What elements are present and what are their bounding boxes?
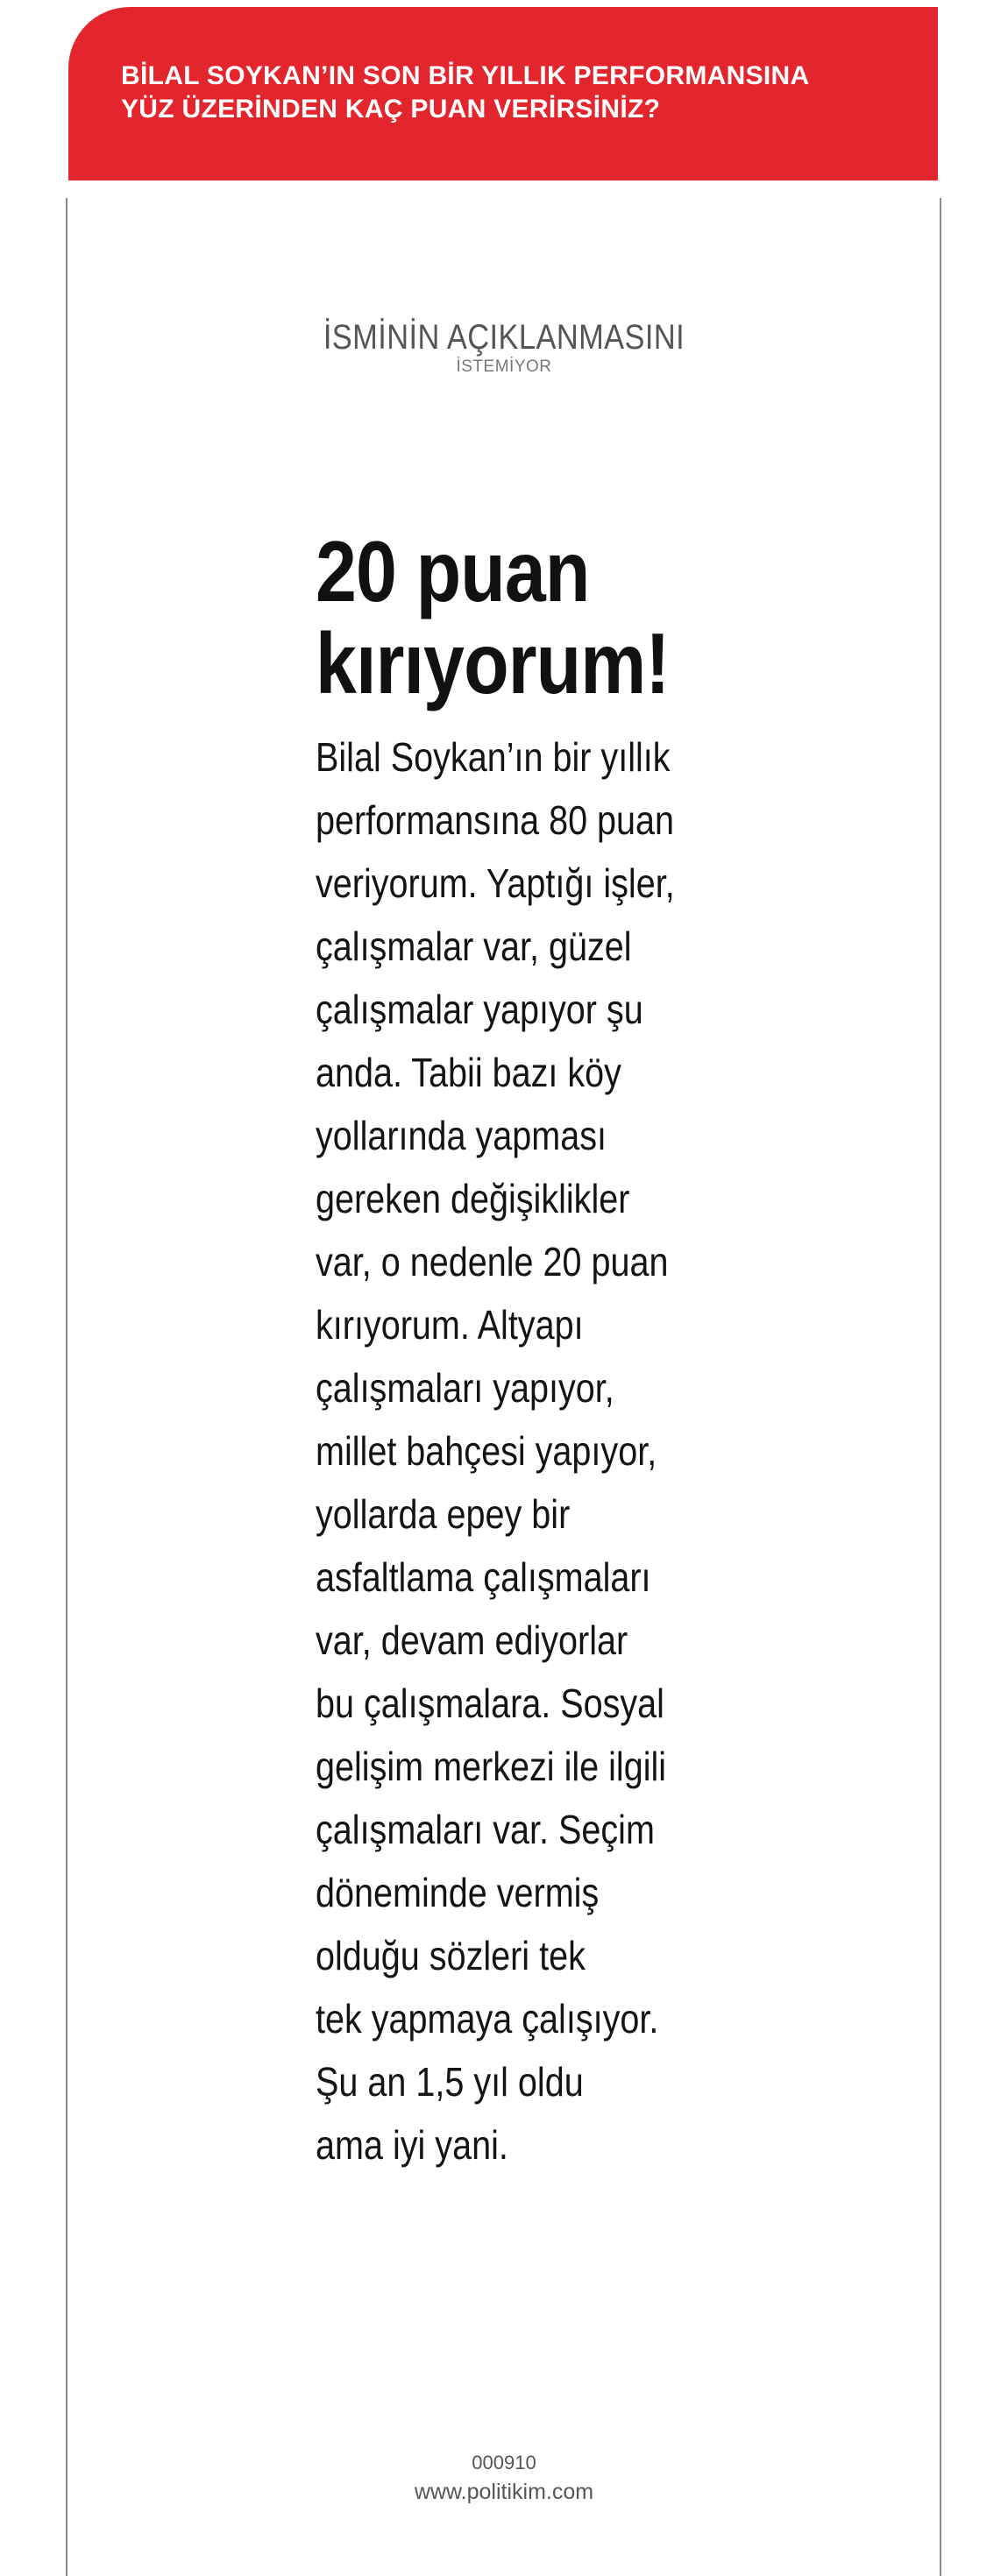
- body-line: çalışmaları var. Seçim: [316, 1807, 655, 1852]
- body-line: çalışmalar yapıyor şu: [316, 987, 643, 1032]
- footer-code: 000910: [472, 2452, 536, 2473]
- respondent-block: [0, 317, 1008, 377]
- body-line: asfaltlama çalışmaları: [316, 1554, 651, 1600]
- headline-line-1: 20 puan: [316, 523, 590, 619]
- headline-line-2: kırıyorum!: [316, 615, 670, 711]
- footer-url: www.politikim.com: [414, 2480, 594, 2504]
- question-banner: [68, 7, 938, 180]
- body-line: veriyorum. Yaptığı işler,: [316, 860, 675, 906]
- body-line: kırıyorum. Altyapı: [316, 1302, 584, 1348]
- body-line: çalışmaları yapıyor,: [316, 1365, 614, 1411]
- body-line: anda. Tabii bazı köy: [316, 1050, 621, 1095]
- body-line: millet bahçesi yapıyor,: [316, 1428, 657, 1474]
- body-line: gelişim merkezi ile ilgili: [316, 1744, 667, 1789]
- answer-block: [316, 523, 771, 2176]
- question-line-1: BİLAL SOYKAN’IN SON BİR YILLIK PERFORMANSINA: [121, 61, 810, 90]
- left-divider: [66, 198, 67, 2576]
- body-line: Bilal Soykan’ın bir yıllık: [316, 734, 671, 780]
- body-line: tek yapmaya çalışıyor.: [316, 1996, 659, 2042]
- body-line: performansına 80 puan: [316, 797, 675, 843]
- body-line: bu çalışmalara. Sosyal: [316, 1681, 664, 1726]
- body-line: yollarında yapması: [316, 1113, 607, 1158]
- body-line: olduğu sözleri tek: [316, 1933, 586, 1978]
- body-line: var, o nedenle 20 puan: [316, 1239, 669, 1284]
- question-line-2: YÜZ ÜZERİNDEN KAÇ PUAN VERİRSİNİZ?: [121, 95, 661, 124]
- respondent-name: İSMİNİN AÇIKLANMASINI: [323, 318, 685, 357]
- body-line: Şu an 1,5 yıl oldu: [316, 2059, 584, 2105]
- footer: [0, 2450, 1008, 2508]
- body-line: ama iyi yani.: [316, 2122, 508, 2168]
- right-divider: [940, 198, 941, 2576]
- body-line: çalışmalar var, güzel: [316, 924, 632, 969]
- respondent-subtitle: İSTEMİYOR: [456, 357, 552, 376]
- body-line: gereken değişiklikler: [316, 1176, 630, 1221]
- body-line: döneminde vermiş: [316, 1870, 600, 1915]
- body-line: var, devam ediyorlar: [316, 1617, 628, 1663]
- body-line: yollarda epey bir: [316, 1491, 571, 1537]
- answer-body: [316, 725, 771, 2176]
